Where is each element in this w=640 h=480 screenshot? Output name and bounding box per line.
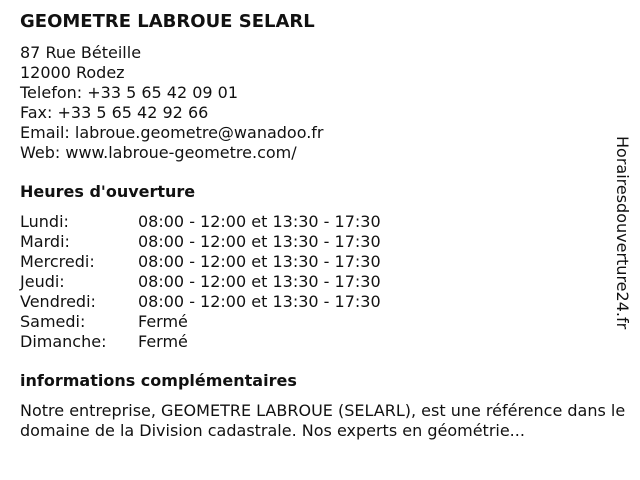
fax-number: Fax: +33 5 65 42 92 66 xyxy=(20,103,209,122)
day-label: Dimanche: xyxy=(20,332,107,351)
company-name: GEOMETRE LABROUE SELARL xyxy=(20,11,315,32)
day-label: Mardi: xyxy=(20,232,70,251)
day-hours: 08:00 - 12:00 et 13:30 - 17:30 xyxy=(138,292,381,311)
hours-row-mardi xyxy=(20,232,381,252)
day-label: Lundi: xyxy=(20,212,69,231)
hours-row-vendredi xyxy=(20,292,381,312)
additional-info-heading: informations complémentaires xyxy=(20,371,297,390)
day-hours: 08:00 - 12:00 et 13:30 - 17:30 xyxy=(138,272,381,291)
hours-row-lundi xyxy=(20,212,381,232)
email-address: Email: labroue.geometre@wanadoo.fr xyxy=(20,123,324,142)
day-label: Vendredi: xyxy=(20,292,96,311)
phone-number: Telefon: +33 5 65 42 09 01 xyxy=(20,83,239,102)
opening-hours-heading: Heures d'ouverture xyxy=(20,182,196,201)
day-label: Samedi: xyxy=(20,312,86,331)
opening-hours-table xyxy=(20,212,381,352)
day-hours: Fermé xyxy=(138,332,188,351)
website-url: Web: www.labroue-geometre.com/ xyxy=(20,143,297,162)
day-hours: 08:00 - 12:00 et 13:30 - 17:30 xyxy=(138,252,381,271)
address-street: 87 Rue Béteille xyxy=(20,43,142,62)
hours-row-dimanche xyxy=(20,332,381,352)
contact-block xyxy=(20,43,610,163)
hours-row-jeudi xyxy=(20,272,381,292)
site-watermark: Horairesdouverture24.fr xyxy=(613,136,632,330)
address-city: 12000 Rodez xyxy=(20,63,125,82)
day-hours: 08:00 - 12:00 et 13:30 - 17:30 xyxy=(138,212,381,231)
hours-row-samedi xyxy=(20,312,381,332)
additional-info-text: Notre entreprise, GEOMETRE LABROUE (SELARL), est une référence dans le domaine de la Division cadastrale. Nos experts en géométrie... xyxy=(20,401,626,440)
day-label: Jeudi: xyxy=(20,272,65,291)
day-label: Mercredi: xyxy=(20,252,95,271)
hours-row-mercredi xyxy=(20,252,381,272)
day-hours: 08:00 - 12:00 et 13:30 - 17:30 xyxy=(138,232,381,251)
day-hours: Fermé xyxy=(138,312,188,331)
